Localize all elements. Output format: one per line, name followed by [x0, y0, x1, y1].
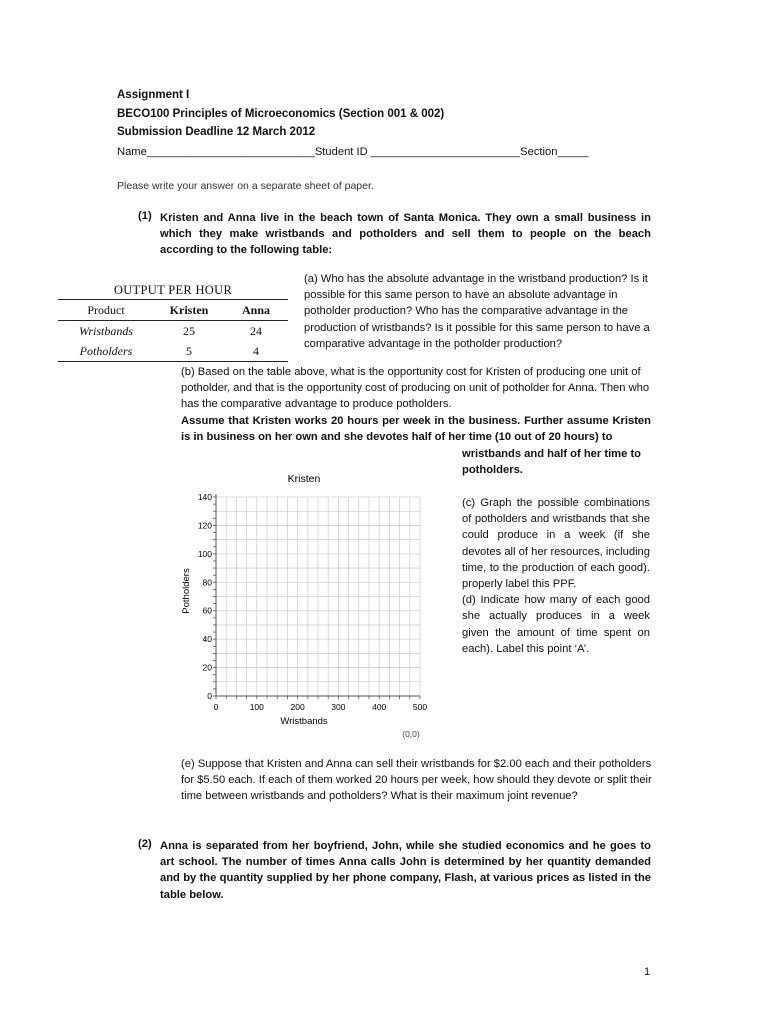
y-tick-label: 80 — [202, 577, 212, 588]
chart-origin-label: (0,0) — [402, 729, 420, 739]
table-cell-anna: 4 — [253, 343, 259, 358]
x-tick-label: 200 — [290, 702, 305, 712]
x-tick-label: 0 — [213, 702, 219, 712]
x-tick-label: 100 — [249, 702, 264, 712]
submission-deadline: Submission Deadline 12 March 2012 — [117, 126, 316, 138]
q1-part-d-text: (d) Indicate how many of each good she actually produces in a week given the amount of time spent on each). Label this point ‘A’. — [462, 594, 650, 655]
chart-ylabel: Potholders — [181, 568, 192, 614]
col-header-anna: Anna — [241, 302, 270, 317]
chart-xlabel: Wristbands — [280, 716, 328, 727]
q1-part-e: (e) Suppose that Kristen and Anna can sell their wristbands for $2.00 each and their potholders for $5.50 each. If each of them worked 20 hours per week, how should they devote or split their time between wristbands and potholders? What is their maximum joint revenue? — [181, 758, 652, 803]
y-tick-label: 20 — [202, 662, 212, 673]
table-cell-kristen: 5 — [186, 343, 192, 358]
course-title: BECO100 Principles of Microeconomics (Section 001 & 002) — [117, 108, 445, 120]
q1-part-c-text: (c) Graph the possible combinations of potholders and wristbands that she could produce in a week (if she devotes all of her resources, including time, to the production of each good). properly label this PPF. — [462, 497, 650, 591]
output-table — [58, 283, 288, 362]
q1-number: (1) — [138, 210, 152, 222]
q2-text: Anna is separated from her boyfriend, John, while she studied economics and he goes to art school. The number of times Anna calls John is determined by her quantity demanded and by the quantity supplied by her phone company, Flash, at various prices as listed in the table below. — [160, 840, 651, 901]
y-tick-label: 140 — [197, 492, 212, 502]
x-tick-label: 300 — [331, 702, 346, 712]
name-id-section-line: Name___________________________Student ID ________________________Section_____ — [117, 146, 589, 158]
chart-title: Kristen — [287, 473, 321, 485]
col-header-product: Product — [87, 302, 125, 317]
kristen-ppf-chart — [176, 466, 446, 746]
q2-number: (2) — [138, 838, 152, 850]
q1-assumption-cont: wristbands and half of her time to potholders. — [462, 448, 642, 477]
table-cell-kristen: 25 — [183, 323, 195, 338]
q1-part-b: (b) Based on the table above, what is the opportunity cost for Kristen of producing one unit of potholder, and that is the opportunity cost of producing on unit of potholder for Anna. Then who has the comparative advantage to produce potholders. — [181, 366, 650, 411]
x-tick-label: 500 — [412, 702, 428, 712]
y-tick-label: 60 — [202, 605, 212, 616]
y-tick-label: 120 — [197, 520, 212, 531]
q1-part-c — [462, 495, 650, 657]
table-row — [58, 321, 288, 342]
assignment-title: Assignment I — [117, 89, 190, 101]
q1-intro: Kristen and Anna live in the beach town of Santa Monica. They own a small business in which they make wristbands and potholders and sell them to people on the beach according to the following table: — [160, 212, 651, 257]
table-cell-product: Wristbands — [78, 323, 133, 338]
chart-grid — [216, 497, 420, 696]
output-table-title: OUTPUT PER HOUR — [58, 283, 288, 300]
q1-assumption: Assume that Kristen works 20 hours per week in the business. Further assume Kristen is in business on her own and she devotes half of her time (10 out of 20 hours) to — [181, 415, 651, 444]
y-tick-label: 40 — [202, 634, 212, 645]
q1-part-a: (a) Who has the absolute advantage in the wristband production? Is it possible for this same person to have an absolute advantage in potholder production? Who has the comparative advantage in the production of wristbands? Is it possible for this same person to have a comparative advantage in the potholder production? — [304, 273, 650, 350]
y-tick-label: 0 — [207, 691, 212, 701]
y-tick-label: 100 — [197, 548, 212, 559]
table-cell-product: Potholders — [79, 343, 133, 358]
table-cell-anna: 24 — [250, 323, 262, 338]
x-tick-label: 400 — [372, 702, 387, 712]
col-header-kristen: Kristen — [169, 302, 209, 317]
page-number: 1 — [644, 966, 651, 978]
instruction-text: Please write your answer on a separate sheet of paper. — [117, 180, 374, 192]
table-row — [58, 341, 288, 362]
